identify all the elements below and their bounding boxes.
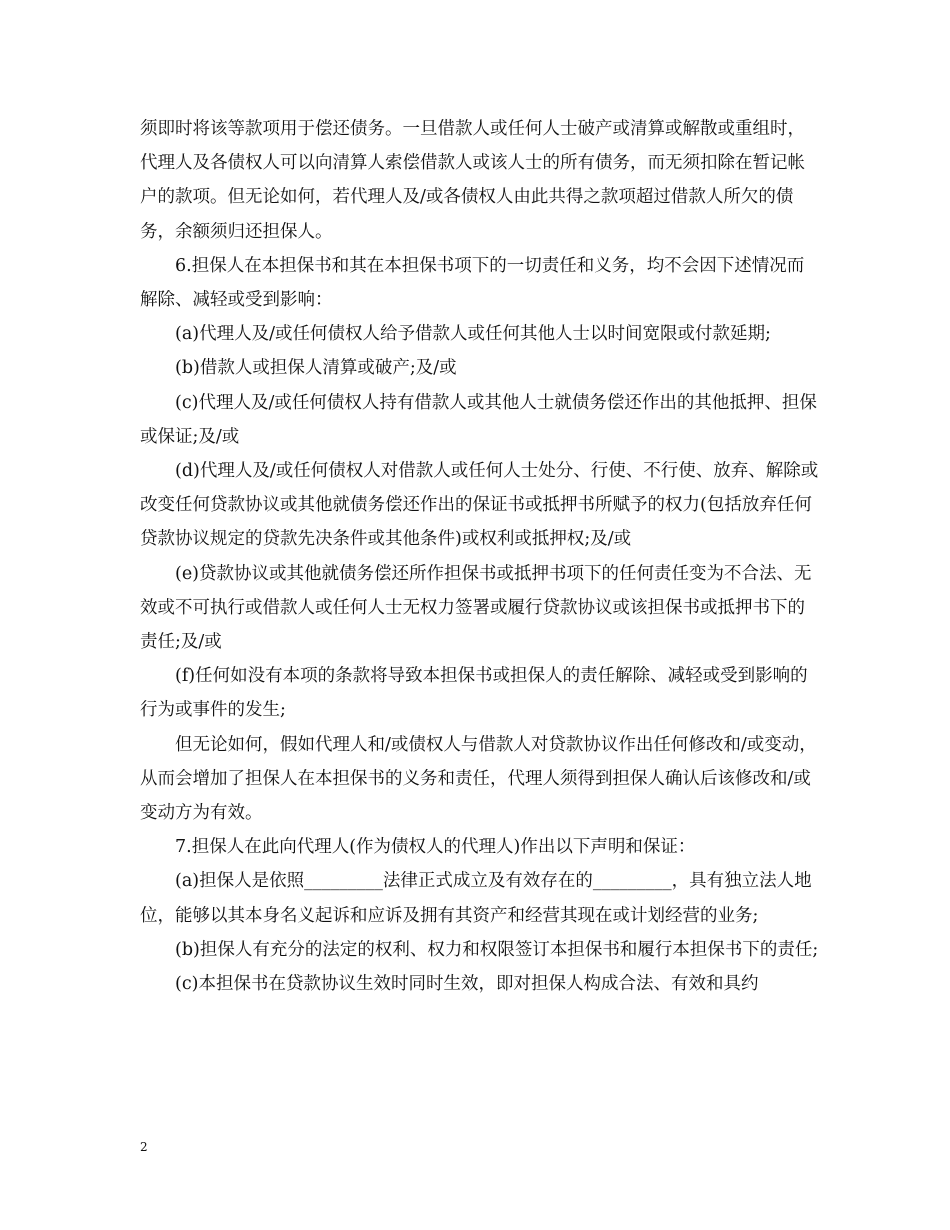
paragraph-clause-6c: (c)代理人及/或任何债权人持有借款人或其他人士就债务偿还作出的其他抵押、担保或保证;及/或	[140, 392, 817, 447]
paragraph-clause-6e: (e)贷款协议或其他就债务偿还所作担保书或抵押书项下的任何责任变为不合法、无效或不可执行或借款人或任何人士无权力签署或履行贷款协议或该担保书或抵押书下的责任;及/或	[140, 563, 812, 653]
paragraph-continuation: 须即时将该等款项用于偿还债务。一旦借款人或任何人士破产或清算或解散或重组时，代理人及各债权人可以向清算人索偿借款人或该人士的所有债务，而无须扣除在暂记帐户的款项。但无论如何，若代理人及/或各债权人由此共得之款项超过借款人所欠的债务，余额须归还担保人。	[140, 119, 805, 242]
paragraph-clause-7b: (b)担保人有充分的法定的权利、权力和权限签订本担保书和履行本担保书下的责任;	[175, 939, 819, 960]
page-number: 2	[140, 1140, 148, 1154]
paragraph-clause-6d: (d)代理人及/或任何债权人对借款人或任何人士处分、行使、不行使、放弃、解除或改变任何贷款协议或其他就债务偿还作出的保证书或抵押书所赋予的权力(包括放弃任何贷款协议规定的贷款先决条件或其他条件)或权利或抵押权;及/或	[140, 461, 819, 550]
paragraph-clause-7: 7.担保人在此向代理人(作为债权人的代理人)作出以下声明和保证：	[175, 837, 696, 858]
paragraph-clause-6b: (b)借款人或担保人清算或破产;及/或	[175, 358, 457, 379]
paragraph-clause-6: 6.担保人在本担保书和其在本担保书项下的一切责任和义务，均不会因下述情况而解除、减轻或受到影响：	[140, 255, 805, 311]
paragraph-clause-7c: (c)本担保书在贷款协议生效时同时生效，即对担保人构成合法、有效和具约	[175, 974, 759, 995]
document-body	[140, 112, 820, 1001]
paragraph-clause-7a: (a)担保人是依照_________法律正式成立及有效存在的_________，具有独立法人地位，能够以其本身名义起诉和应诉及拥有其资产和经营其现在或计划经营的业务;	[140, 871, 812, 926]
paragraph-clause-6a: (a)代理人及/或任何债权人给予借款人或任何其他人士以时间宽限或付款延期;	[175, 324, 771, 345]
paragraph-proviso: 但无论如何，假如代理人和/或债权人与借款人对贷款协议作出任何修改和/或变动，从而会增加了担保人在本担保书的义务和责任，代理人须得到担保人确认后该修改和/或变动方为有效。	[140, 734, 817, 824]
paragraph-clause-6f: (f)任何如没有本项的条款将导致本担保书或担保人的责任解除、减轻或受到影响的行为或事件的发生;	[140, 666, 808, 721]
